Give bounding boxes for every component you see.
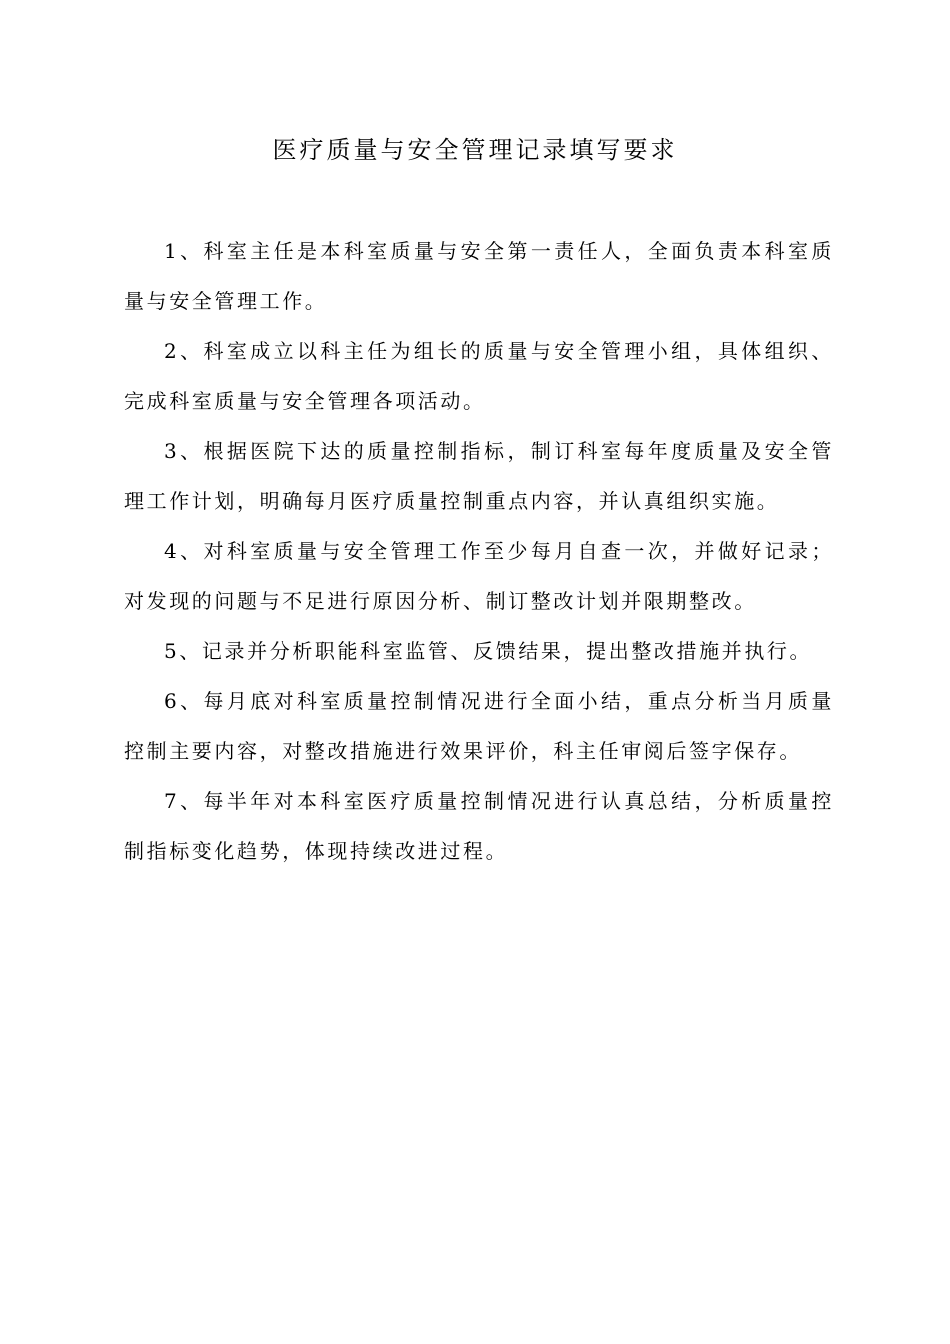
requirement-item-6: 6、每月底对科室质量控制情况进行全面小结，重点分析当月质量控制主要内容，对整改措施进行效果评价，科主任审阅后签字保存。 bbox=[124, 689, 834, 763]
requirement-item-5: 5、记录并分析职能科室监管、反馈结果，提出整改措施并执行。 bbox=[164, 639, 813, 663]
requirement-item-4: 4、对科室质量与安全管理工作至少每月自查一次，并做好记录；对发现的问题与不足进行原因分析、制订整改计划并限期整改。 bbox=[124, 539, 834, 613]
requirement-item-1: 1、科室主任是本科室质量与安全第一责任人，全面负责本科室质量与安全管理工作。 bbox=[124, 239, 834, 313]
document-body bbox=[124, 226, 834, 876]
requirement-item-2: 2、科室成立以科主任为组长的质量与安全管理小组，具体组织、完成科室质量与安全管理各项活动。 bbox=[124, 339, 834, 413]
requirement-item-7: 7、每半年对本科室医疗质量控制情况进行认真总结，分析质量控制指标变化趋势，体现持续改进过程。 bbox=[124, 789, 834, 863]
document-title: 医疗质量与安全管理记录填写要求 bbox=[272, 136, 678, 164]
requirement-item-3: 3、根据医院下达的质量控制指标，制订科室每年度质量及安全管理工作计划，明确每月医疗质量控制重点内容，并认真组织实施。 bbox=[124, 439, 834, 513]
